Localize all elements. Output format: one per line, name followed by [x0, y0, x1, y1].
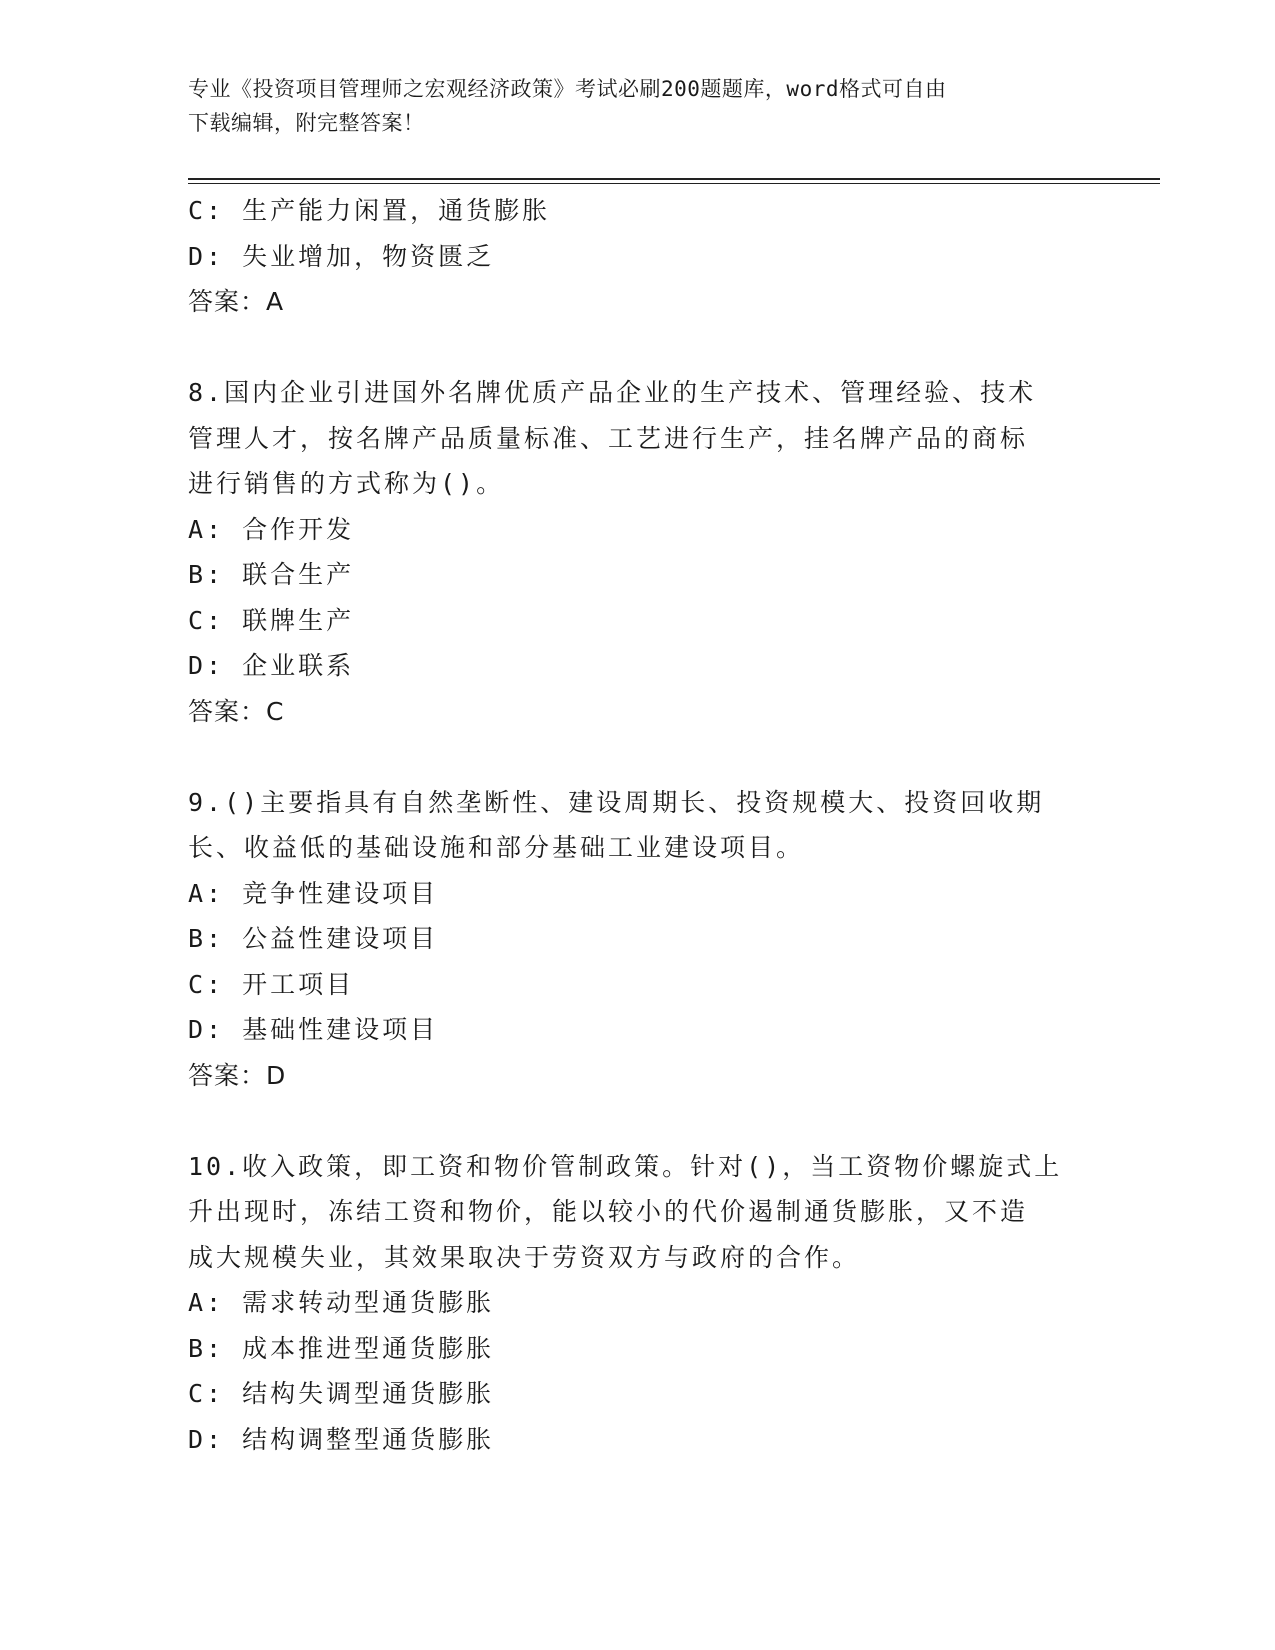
- question-text-line: 成大规模失业，其效果取决于劳资双方与政府的合作。: [188, 1242, 861, 1272]
- option-a: A: 竞争性建设项目: [188, 878, 439, 908]
- option-d: D: 基础性建设项目: [188, 1015, 439, 1044]
- option-d: D: 企业联系: [188, 651, 355, 680]
- option-d: D: 结构调整型通货膨胀: [188, 1424, 495, 1454]
- question-text-line: 升出现时，冻结工资和物价，能以较小的代价遏制通货膨胀，又不造: [188, 1197, 1029, 1226]
- answer-line: 答案：D: [188, 1060, 287, 1090]
- option-a: A: 合作开发: [188, 514, 355, 544]
- document-header: [188, 72, 1068, 140]
- question-list: [188, 188, 1088, 1462]
- answer-line: 答案：A: [188, 287, 285, 316]
- spacer: [188, 325, 1088, 371]
- option-c: C: 开工项目: [188, 969, 355, 999]
- spacer: [188, 1098, 1088, 1144]
- header-divider-thick: [188, 178, 1160, 180]
- option-d: D: 失业增加，物资匮乏: [188, 241, 495, 271]
- question-text-line: 9.()主要指具有自然垄断性、建设周期长、投资规模大、投资回收期: [188, 787, 1045, 817]
- question-text-line: 10.收入政策，即工资和物价管制政策。针对()，当工资物价螺旋式上: [188, 1151, 1063, 1181]
- header-divider-thin: [188, 183, 1160, 184]
- header-line-1: 专业《投资项目管理师之宏观经济政策》考试必刷200题题库，word格式可自由: [188, 77, 947, 101]
- option-b: B: 联合生产: [188, 560, 355, 589]
- question-10: [188, 1144, 1088, 1463]
- spacer: [188, 734, 1088, 780]
- question-text-line: 进行销售的方式称为()。: [188, 469, 505, 498]
- header-line-2: 下载编辑，附完整答案！: [188, 111, 425, 135]
- option-a: A: 需求转动型通货膨胀: [188, 1288, 495, 1317]
- question-text-line: 长、收益低的基础设施和部分基础工业建设项目。: [188, 833, 805, 862]
- option-b: B: 成本推进型通货膨胀: [188, 1333, 495, 1363]
- option-c: C: 联牌生产: [188, 605, 355, 635]
- option-c: C: 结构失调型通货膨胀: [188, 1379, 495, 1408]
- answer-line: 答案：C: [188, 696, 285, 726]
- question-9: [188, 780, 1088, 1099]
- question-text-line: 管理人才，按名牌产品质量标准、工艺进行生产，挂名牌产品的商标: [188, 423, 1029, 453]
- question-text-line: 8.国内企业引进国外名牌优质产品企业的生产技术、管理经验、技术: [188, 378, 1037, 407]
- question-7-fragment: [188, 188, 1088, 325]
- option-c: C: 生产能力闲置，通货膨胀: [188, 196, 551, 225]
- question-8: [188, 370, 1088, 734]
- option-b: B: 公益性建设项目: [188, 924, 439, 953]
